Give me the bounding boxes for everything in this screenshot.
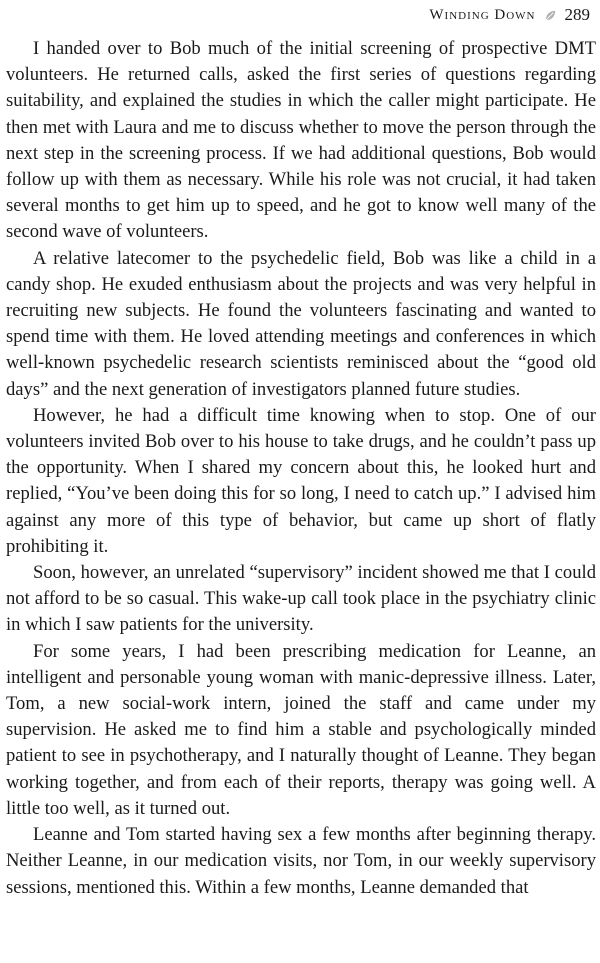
page-number: 289 xyxy=(564,5,590,24)
paragraph: Leanne and Tom started having sex a few months after beginning therapy. Neither Leanne, in our medication visits, nor Tom, in our weekly supervisory sessions, mentioned this. Within a few months, Leanne demanded that xyxy=(6,824,596,898)
leaf-ornament-icon xyxy=(544,9,557,22)
running-title: Winding Down xyxy=(429,6,536,23)
running-head xyxy=(429,5,590,25)
paragraph: A relative latecomer to the psychedelic field, Bob was like a child in a candy shop. He exuded enthusiasm about the projects and was very helpful in recruiting new subjects. He found the volunteers fascinating and wanted to spend time with them. He loved attending meetings and conferences in which well-known psychedelic research scientists reminisced about the “good old days” and the next generation of investigators planned future studies. xyxy=(6,247,596,400)
paragraph: However, he had a difficult time knowing when to stop. One of our volunteers invited Bob over to his house to take drugs, and he couldn’t pass up the opportunity. When I shared my concern about this, he looked hurt and replied, “You’ve been doing this for so long, I need to catch up.” I advised him against any more of this type of behavior, but came up short of flatly prohibiting it. xyxy=(6,404,596,557)
paragraph: I handed over to Bob much of the initial screening of prospective DMT volunteers. He returned calls, asked the first series of questions regarding suitability, and explained the studies in which the caller might participate. He then met with Laura and me to discuss whether to move the person through the next step in the screening process. If we had additional questions, Bob would follow up with them as necessary. While his role was not crucial, it had taken several months to get him up to speed, and he got to know well many of the second wave of volunteers. xyxy=(6,38,596,243)
paragraph: For some years, I had been prescribing medication for Leanne, an intelligent and personable young woman with manic-depressive illness. Later, Tom, a new social-work intern, joined the staff and came under my supervision. He asked me to find him a stable and psychologically minded patient to see in psychotherapy, and I naturally thought of Leanne. They began working together, and from each of their reports, therapy was going well. A little too well, as it turned out. xyxy=(6,640,596,819)
body-text xyxy=(6,36,596,901)
paragraph: Soon, however, an unrelated “supervisory” incident showed me that I could not afford to be so casual. This wake-up call took place in the psychiatry clinic in which I saw patients for the university. xyxy=(6,562,596,636)
